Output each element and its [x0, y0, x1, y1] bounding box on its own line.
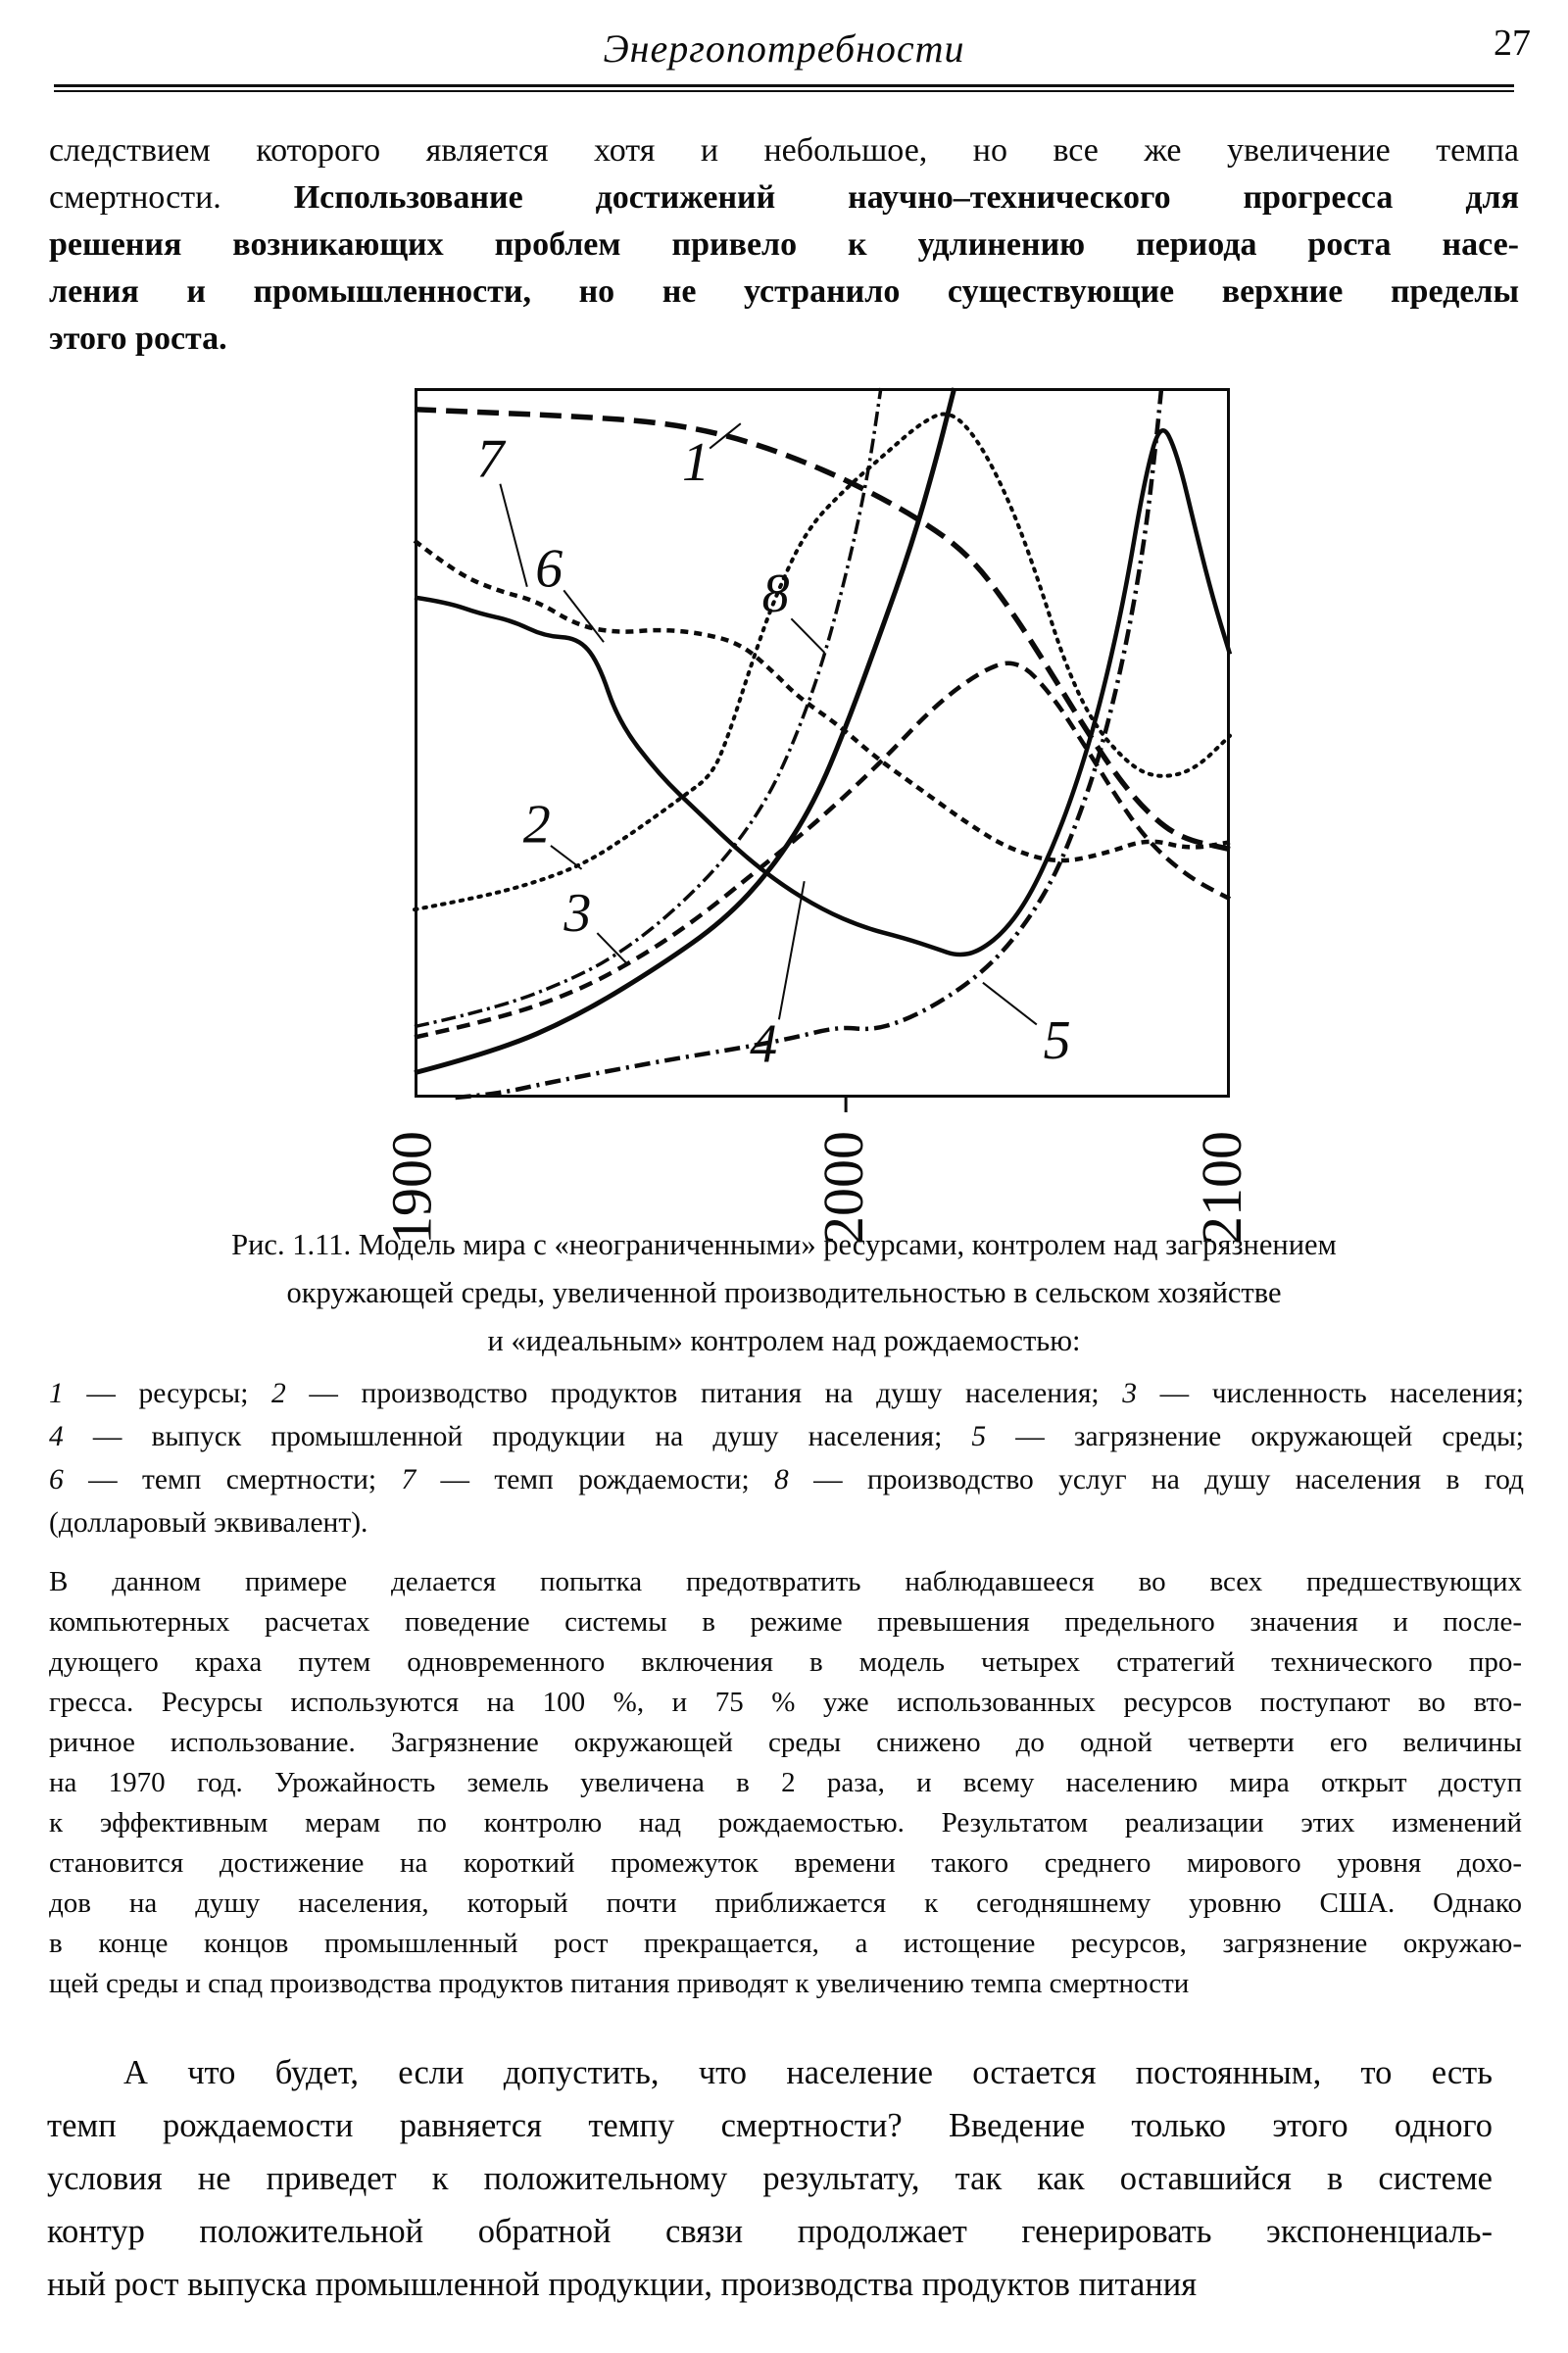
final-line-1: А что будет, если допустить, что население остается постоянным, то есть — [123, 2054, 1493, 2091]
body-line-8: становится достижение на короткий промежуток времени такого среднего мирового уровня дохо- — [49, 1847, 1522, 1879]
curve-label-leader-2 — [551, 846, 582, 869]
curve-label-leader-6 — [564, 590, 604, 642]
legend-line-3: 6 — темп смертности; 7 — темп рождаемости; 8 — производство услуг на душу населения в год — [49, 1464, 1525, 1495]
curve-label-1: 1 — [682, 432, 710, 494]
curve-label-leader-7 — [500, 484, 526, 587]
x-axis-label-1900: 1900 — [379, 1131, 444, 1245]
figure-legend-paragraph — [49, 1372, 1524, 1544]
intro-line-4: ления и промышленности, но не устранило существующие верхние пределы — [49, 273, 1519, 310]
intro-line-3: решения возникающих проблем привело к удлинению периода роста насе- — [49, 226, 1519, 263]
page-number: 27 — [1494, 23, 1531, 64]
body-line-9: дов на душу населения, который почти приближается к сегодняшнему уровню США. Однако — [49, 1887, 1522, 1919]
curve-label-leader-8 — [791, 618, 824, 653]
caption-line-3: и «идеальным» контролем над рождаемостью: — [487, 1324, 1081, 1357]
figure-chart-svg — [379, 388, 1253, 1270]
plot-frame — [416, 390, 1229, 1097]
body-line-4: гресса. Ресурсы используются на 100 %, и 75 % уже использованных ресурсов поступают во вто- — [49, 1687, 1522, 1718]
body-line-3: дующего краха путем одновременного включения в модель четырех стратегий технического про- — [49, 1646, 1522, 1678]
final-line-4: контур положительной обратной связи продолжает генерировать экспоненциаль- — [47, 2213, 1493, 2250]
curve-label-6: 6 — [535, 538, 564, 600]
intro-paragraph — [49, 127, 1519, 363]
intro-line-2: смертности. Использование достижений научно–технического прогресса для — [49, 179, 1519, 216]
curve-label-8: 8 — [761, 563, 790, 624]
curve-label-4: 4 — [750, 1013, 778, 1075]
x-axis-label-2100: 2100 — [1189, 1131, 1253, 1245]
curve-5 — [456, 388, 1162, 1098]
legend-line-4: (долларовый эквивалент). — [49, 1507, 368, 1539]
body-line-10: в конце концов промышленный рост прекращается, а истощение ресурсов, загрязнение окружаю- — [49, 1928, 1522, 1959]
header-rule — [54, 84, 1514, 92]
body-line-11: щей среды и спад производства продуктов питания приводят к увеличению темпа смертности — [49, 1968, 1190, 1999]
body-paragraph — [49, 1562, 1522, 2004]
body-line-7: к эффективным мерам по контролю над рождаемостью. Результатом реализации этих изменений — [49, 1807, 1522, 1838]
figure-1-11 — [379, 388, 1253, 1270]
curve-label-5: 5 — [1043, 1010, 1071, 1072]
caption-line-2: окружающей среды, увеличенной производительностью в сельском хозяйстве — [286, 1276, 1282, 1309]
x-axis-label-2000: 2000 — [810, 1131, 875, 1245]
body-line-6: на 1970 год. Урожайность земель увеличена в 2 раза, и всему населению мира открыт доступ — [49, 1767, 1522, 1798]
curve-label-leader-4 — [779, 881, 805, 1019]
final-line-5: ный рост выпуска промышленной продукции, производства продуктов питания — [47, 2266, 1198, 2303]
legend-line-2: 4 — выпуск промышленной продукции на душу населения; 5 — загрязнение окружающей среды; — [49, 1421, 1524, 1452]
curve-label-7: 7 — [476, 428, 505, 490]
curve-label-leader-5 — [983, 983, 1037, 1025]
intro-line-5: этого роста. — [49, 320, 227, 357]
body-line-5: ричное использование. Загрязнение окружающей среды снижено до одной четверти его величины — [49, 1727, 1522, 1758]
caption-line-1: Рис. 1.11. Модель мира с «неограниченными» ресурсами, контролем над загрязнением — [231, 1228, 1337, 1261]
legend-line-1: 1 — ресурсы; 2 — производство продуктов питания на душу населения; 3 — численность населения; — [49, 1378, 1524, 1409]
body-line-1: В данном примере делается попытка предотвратить наблюдавшееся во всех предшествующих — [49, 1566, 1522, 1597]
body-line-2: компьютерных расчетах поведение системы в режиме превышения предельного значения и после- — [49, 1606, 1522, 1638]
final-paragraph — [47, 2046, 1493, 2311]
intro-line-1: следствием которого является хотя и небольшое, но все же увеличение темпа — [49, 132, 1519, 169]
final-line-3: условия не приведет к положительному результату, так как оставшийся в системе — [47, 2160, 1493, 2197]
curve-label-2: 2 — [522, 794, 551, 856]
curve-label-3: 3 — [564, 882, 592, 944]
curve-6 — [415, 430, 1230, 955]
running-header-title: Энергопотребности — [603, 26, 965, 71]
final-line-2: темп рождаемости равняется темпу смертности? Введение только этого одного — [47, 2107, 1493, 2144]
figure-caption — [69, 1221, 1499, 1365]
